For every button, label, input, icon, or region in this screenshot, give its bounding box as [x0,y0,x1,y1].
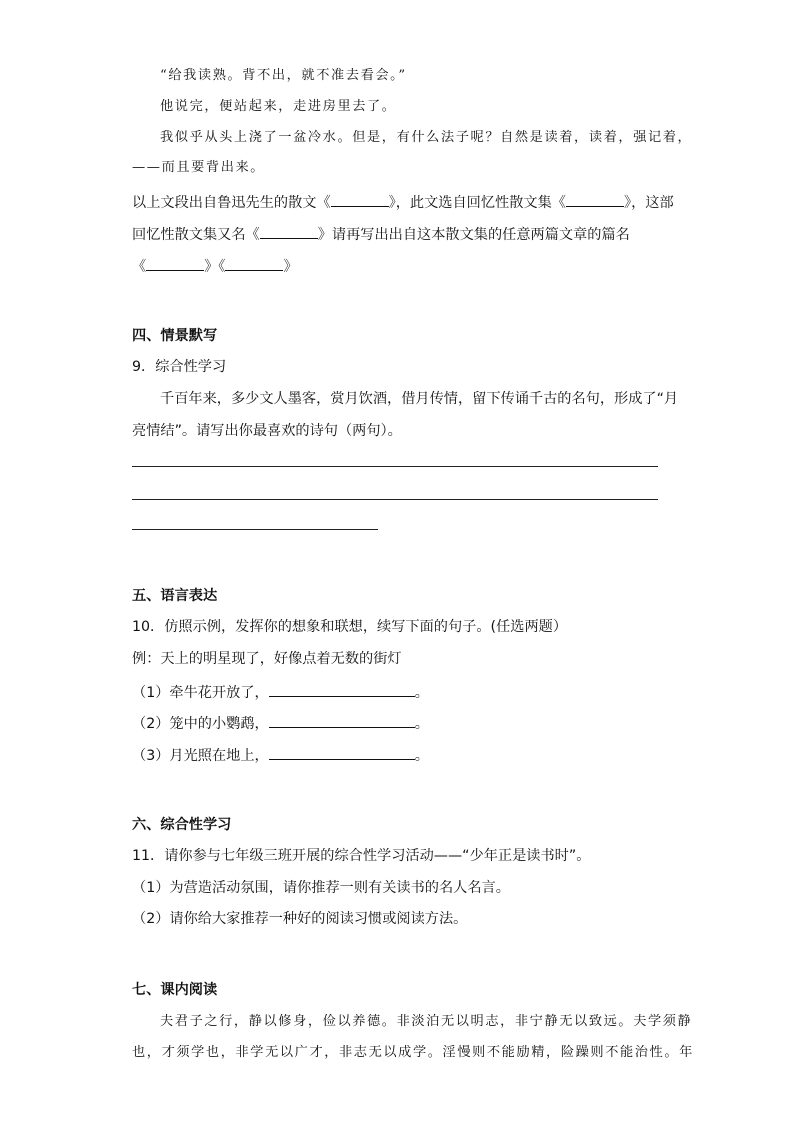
q10-title: 10．仿照示例，发挥你的想象和联想，续写下面的句子。(任选两题） [132,619,568,635]
section-6-heading: 六、综合性学习 [132,817,232,833]
q8-blank-essay[interactable] [331,191,389,207]
q8-blank-collection[interactable] [566,191,624,207]
q10-item-end: 。 [414,685,429,701]
section-7-heading: 七、课内阅读 [132,982,218,998]
q9-prompt-line-1: 千百年来，多少文人墨客，赏月饮酒，借月传情，留下传诵千古的名句，形成了“月 [160,391,679,407]
q10-item-1-blank[interactable] [269,681,415,697]
q10-item-3 [132,744,429,766]
q8-text: 》，此文选自回忆性散文集《 [388,195,566,211]
q8-blank-title-1[interactable] [146,255,204,271]
reading-line-1: 夫君子之行，静以修身，俭以养德。非淡泊无以明志，非宁静无以致远。夫学须静 [160,1014,693,1029]
q10-example: 例：天上的明星现了，好像点着无数的街灯 [132,651,402,667]
q11-sub-2: （2）请你给大家推荐一种好的阅读习惯或阅读方法。 [132,911,468,927]
q8-line-2 [132,223,630,245]
q9-answer-line-3[interactable] [132,529,378,530]
q8-text: 》请再写出出自这本散文集的任意两篇文章的篇名 [317,227,630,243]
q8-text: 》 [283,259,298,275]
q8-text: 《 [132,259,147,275]
q9-prompt-line-2: 亮情结”。请写出你最喜欢的诗句（两句）。 [132,423,402,439]
section-4-heading: 四、情景默写 [132,328,218,344]
q9-title: 9．综合性学习 [132,359,227,375]
q10-item-2-blank[interactable] [269,712,415,728]
passage-line-2: 他说完，便站起来，走进房里去了。 [160,99,397,114]
reading-line-2: 也，才须学也，非学无以广才，非志无以成学。淫慢则不能励精，险躁则不能治性。年 [132,1045,694,1060]
q8-line-1 [132,191,674,213]
q10-item-end: 。 [414,748,429,764]
section-5-heading: 五、语言表达 [132,588,218,604]
q8-text: 》，这部 [623,195,674,211]
passage-line-3: 我似乎从头上浇了一盆冷水。但是，有什么法子呢？自然是读着，读着，强记着， [160,130,693,145]
q10-item-3-blank[interactable] [269,744,415,760]
q11-title: 11．请你参与七年级三班开展的综合性学习活动——“少年正是读书时”。 [132,848,591,864]
q10-item-label: （2）笼中的小鹦鹉， [132,716,269,732]
q8-blank-alt-name[interactable] [260,223,318,239]
q10-item-end: 。 [414,716,429,732]
q8-line-3 [132,255,298,277]
q8-text: 回忆性散文集又名《 [132,227,260,243]
passage-line-1: “给我读熟。背不出，就不准去看会。” [160,68,407,83]
q8-blank-title-2[interactable] [225,255,283,271]
q10-item-label: （3）月光照在地上， [132,748,269,764]
q10-item-2 [132,712,429,734]
q8-text: 》《 [204,259,226,275]
q10-item-label: （1）牵牛花开放了， [132,685,269,701]
q8-text: 以上文段出自鲁迅先生的散文《 [132,195,331,211]
q11-sub-1: （1）为营造活动氛围，请你推荐一则有关读书的名人名言。 [132,880,510,896]
q9-answer-line-1[interactable] [132,466,658,467]
passage-line-4: ——而且要背出来。 [132,160,266,175]
q10-item-1 [132,681,429,703]
q9-answer-line-2[interactable] [132,499,658,500]
